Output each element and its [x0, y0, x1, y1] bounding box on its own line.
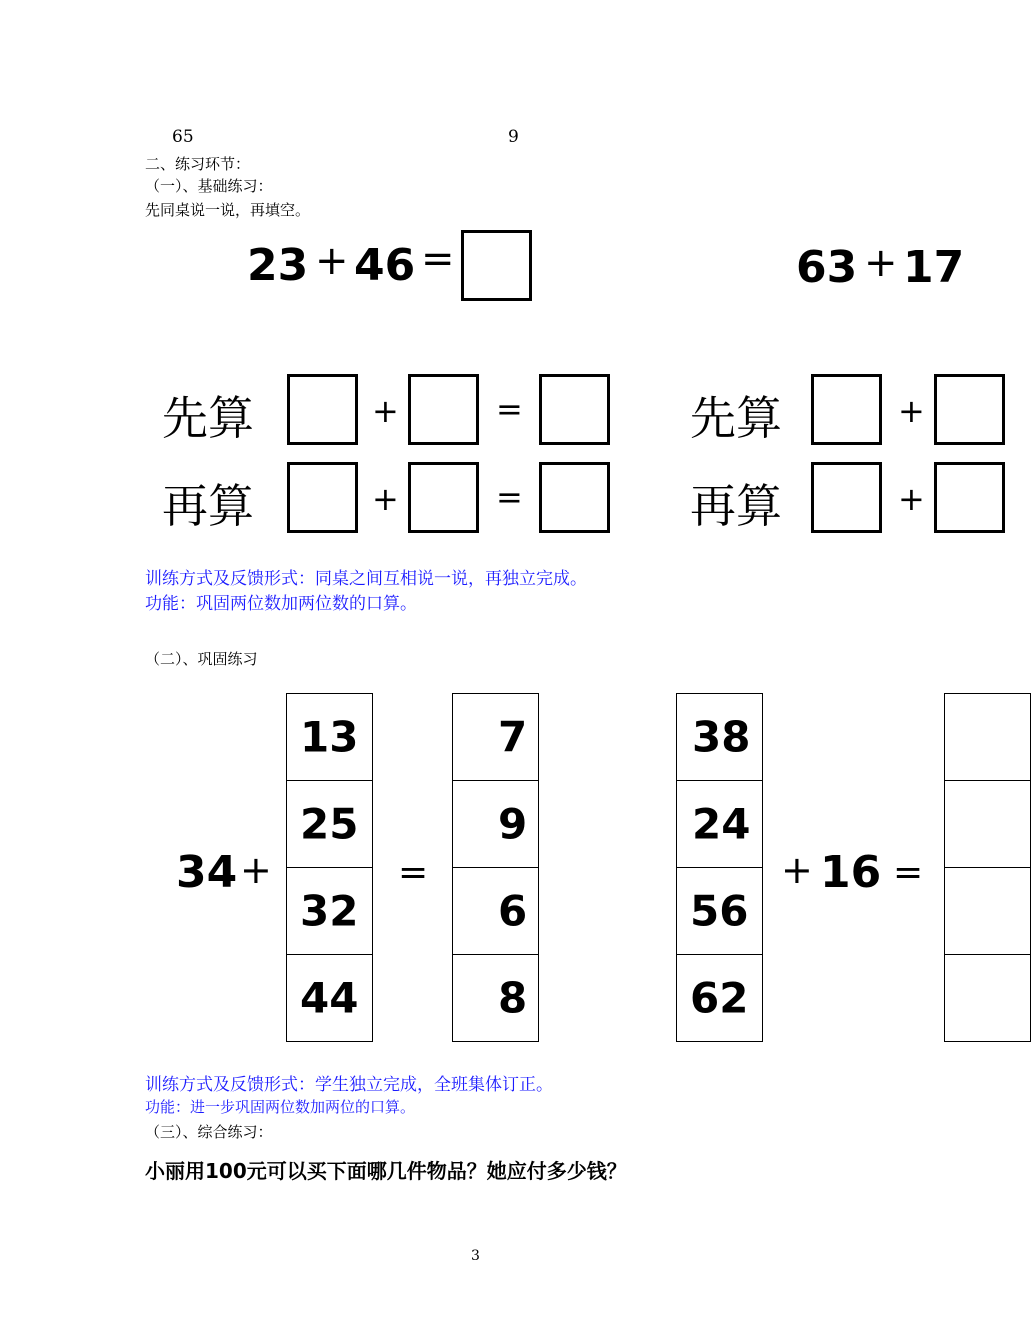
column-3-cell: 56 — [677, 868, 762, 955]
column-4-cell — [945, 868, 1030, 955]
column-1-cell: 25 — [287, 781, 372, 868]
then-calc-plus: + — [372, 480, 399, 518]
top-number-right: 9 — [508, 127, 519, 147]
part2-method: 训练方式及反馈形式：学生独立完成，全班集体订正。 — [145, 1075, 553, 1095]
right-addend: 16 — [820, 847, 882, 898]
then-calc-box-1[interactable] — [287, 462, 358, 533]
part3-heading: （三）、综合练习： — [145, 1123, 273, 1141]
left-equals: = — [398, 852, 429, 893]
part2-heading: （二）、巩固练习 — [145, 650, 258, 668]
part1-function: 功能：巩固两位数加两位数的口算。 — [145, 594, 417, 614]
eq1-answer-box[interactable] — [461, 230, 532, 301]
top-number-left: 65 — [172, 127, 194, 147]
column-2-cell: 9 — [453, 781, 538, 868]
part1-instruction: 先同桌说一说，再填空。 — [145, 201, 311, 219]
first-calc-box-1[interactable] — [287, 374, 358, 445]
column-3-cell: 38 — [677, 694, 762, 781]
then-calc-label-right: 再算 — [690, 479, 782, 533]
first-calc-right-box-1[interactable] — [811, 374, 882, 445]
column-2-cell: 8 — [498, 973, 528, 1023]
column-2-cell: 7 — [453, 694, 538, 781]
column-1-cell: 32 — [287, 868, 372, 955]
left-addend: 34 — [176, 847, 238, 898]
first-calc-label-right: 先算 — [690, 391, 782, 445]
addend-column-3 — [676, 693, 763, 1042]
column-4-cell — [945, 694, 1030, 781]
part3-question: 小丽用100元可以买下面哪几件物品？她应付多少钱？ — [145, 1159, 627, 1183]
right-equals: = — [893, 852, 924, 893]
then-calc-right-box-1[interactable] — [811, 462, 882, 533]
first-calc-box-3[interactable] — [539, 374, 610, 445]
section-title: 二、练习环节： — [145, 155, 251, 173]
then-calc-right-plus: + — [898, 480, 925, 518]
then-calc-label-left: 再算 — [162, 479, 254, 533]
first-calc-label-left: 先算 — [162, 391, 254, 445]
column-1-cell: 44 — [300, 973, 359, 1023]
part1-method: 训练方式及反馈形式：同桌之间互相说一说，再独立完成。 — [145, 569, 587, 589]
column-4-cell — [945, 781, 1030, 868]
addend-column-1 — [286, 693, 373, 1042]
eq1-a: 23 — [247, 240, 309, 291]
left-plus: + — [240, 848, 272, 892]
first-calc-right-plus: + — [898, 392, 925, 430]
answer-column-4 — [944, 693, 1031, 1042]
eq2-a: 63 — [796, 242, 858, 293]
column-1-cell: 13 — [287, 694, 372, 781]
column-3-cell: 24 — [677, 781, 762, 868]
then-calc-equals: = — [496, 478, 523, 516]
first-calc-right-box-2[interactable] — [934, 374, 1005, 445]
column-3-cell: 62 — [690, 973, 749, 1023]
eq1-b: 46 — [354, 240, 416, 291]
then-calc-box-2[interactable] — [408, 462, 479, 533]
column-4-cell — [945, 955, 1030, 1041]
answer-column-2 — [452, 693, 539, 1042]
then-calc-right-box-2[interactable] — [934, 462, 1005, 533]
first-calc-equals: = — [496, 390, 523, 428]
then-calc-box-3[interactable] — [539, 462, 610, 533]
page-number: 3 — [471, 1248, 480, 1264]
eq1-equals: = — [421, 236, 455, 282]
first-calc-plus: + — [372, 392, 399, 430]
part2-function: 功能：进一步巩固两位数加两位的口算。 — [145, 1098, 416, 1116]
eq2-b: 17 — [903, 242, 965, 293]
eq1-plus: + — [315, 238, 349, 284]
right-plus: + — [781, 848, 813, 892]
first-calc-box-2[interactable] — [408, 374, 479, 445]
part1-heading: （一）、基础练习： — [145, 177, 273, 195]
column-2-cell: 6 — [453, 868, 538, 955]
eq2-plus: + — [864, 240, 898, 286]
